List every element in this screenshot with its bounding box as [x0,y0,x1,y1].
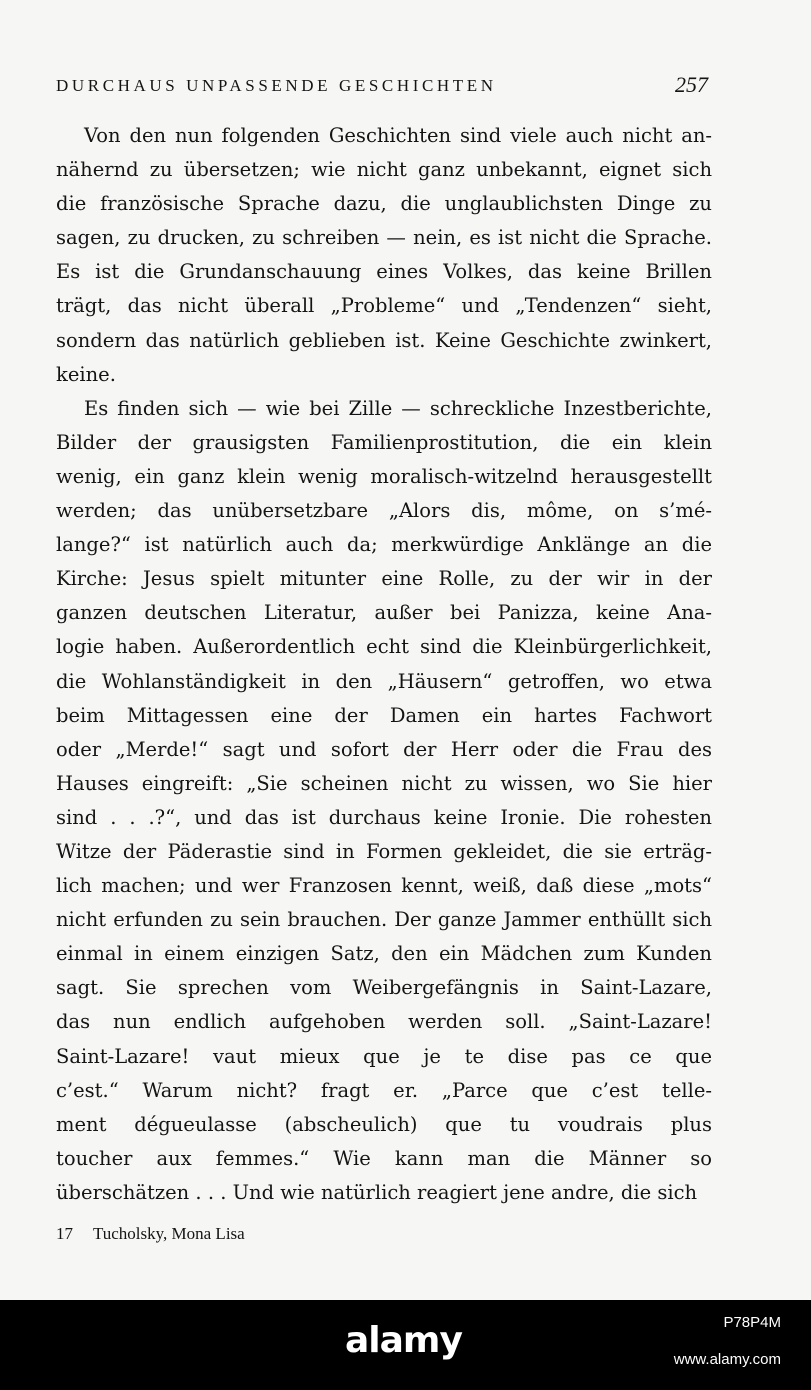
text-line: trägt, das nicht überall „Probleme“ und „Tendenzen“ sieht, [56,294,712,318]
text-line: wenig, ein ganz klein wenig moralisch-witzelnd herausgestellt [56,464,712,488]
text-line: Witze der Päderastie sind in Formen gekleidet, die sie erträg- [56,839,712,863]
text-line: c’est.“ Warum nicht? fragt er. „Parce que c’est telle- [56,1078,712,1102]
text-line: sagt. Sie sprechen vom Weibergefängnis in Saint-Lazare, [56,976,712,1000]
text-line: einmal in einem einzigen Satz, den ein Mädchen zum Kunden [56,942,712,966]
text-line: nicht erfunden zu sein brauchen. Der ganze Jammer enthüllt sich [56,908,712,932]
text-line: Es ist die Grundanschauung eines Volkes, das keine Brillen [56,260,712,284]
text-line: Hauses eingreift: „Sie scheinen nicht zu wissen, wo Sie hier [56,771,712,795]
text-line: nähernd zu übersetzen; wie nicht ganz unbekannt, eignet sich [56,158,712,182]
text-line: sondern das natürlich geblieben ist. Keine Geschichte zwinkert, [56,328,712,352]
running-title: DURCHAUS UNPASSENDE GESCHICHTEN [56,76,497,95]
text-line: Von den nun folgenden Geschichten sind viele auch nicht an- [84,124,712,147]
image-id: P78P4M [723,1314,781,1331]
text-line: werden; das unübersetzbare „Alors dis, môme, on s’mé- [56,499,712,523]
text-line: Es finden sich — wie bei Zille — schreckliche Inzestberichte, [84,396,712,420]
text-line: die französische Sprache dazu, die unglaublichsten Dinge zu [56,192,712,216]
text-line: Bilder der grausigsten Familienprostitution, die ein klein [56,430,712,454]
text-line: ganzen deutschen Literatur, außer bei Panizza, keine Ana- [56,601,712,625]
text-line: oder „Merde!“ sagt und sofort der Herr oder die Frau des [56,737,712,761]
page-header [56,72,708,102]
text-line: die Wohlanständigkeit in den „Häusern“ getroffen, wo etwa [56,669,712,693]
text-line: ment dégueulasse (abscheulich) que tu voudrais plus [56,1112,712,1136]
footer-text: Tucholsky, Mona Lisa [92,1224,245,1243]
signature-number: 17 [56,1224,73,1243]
text-line: überschätzen . . . Und wie natürlich reagiert jene andre, die sich [56,1180,698,1204]
text-line: sind . . .?“, und das ist durchaus keine Ironie. Die rohesten [56,805,712,829]
text-line: das nun endlich aufgehoben werden soll. „Saint-Lazare! [56,1010,712,1034]
text-line: logie haben. Außerordentlich echt sind die Kleinbürgerlichkeit, [56,635,712,659]
body-text [56,119,712,1210]
text-line: lich machen; und wer Franzosen kennt, weiß, daß diese „mots“ [56,874,712,898]
text-line: Kirche: Jesus spielt mitunter eine Rolle, zu der wir in der [56,567,712,591]
page-number: 257 [675,72,708,97]
text-line: keine. [56,362,116,386]
text-line: lange?“ ist natürlich auch da; merkwürdige Anklänge an die [56,533,712,557]
site-url: www.alamy.com [673,1351,781,1368]
text-line: Saint-Lazare! vaut mieux que je te dise pas ce que [56,1044,712,1068]
text-line: sagen, zu drucken, zu schreiben — nein, es ist nicht die Sprache. [56,226,712,250]
text-line: toucher aux femmes.“ Wie kann man die Männer so [56,1146,712,1170]
text-line: beim Mittagessen eine der Damen ein hartes Fachwort [56,703,712,727]
alamy-logo: alamy [345,1320,462,1361]
page-footer [56,1224,556,1250]
